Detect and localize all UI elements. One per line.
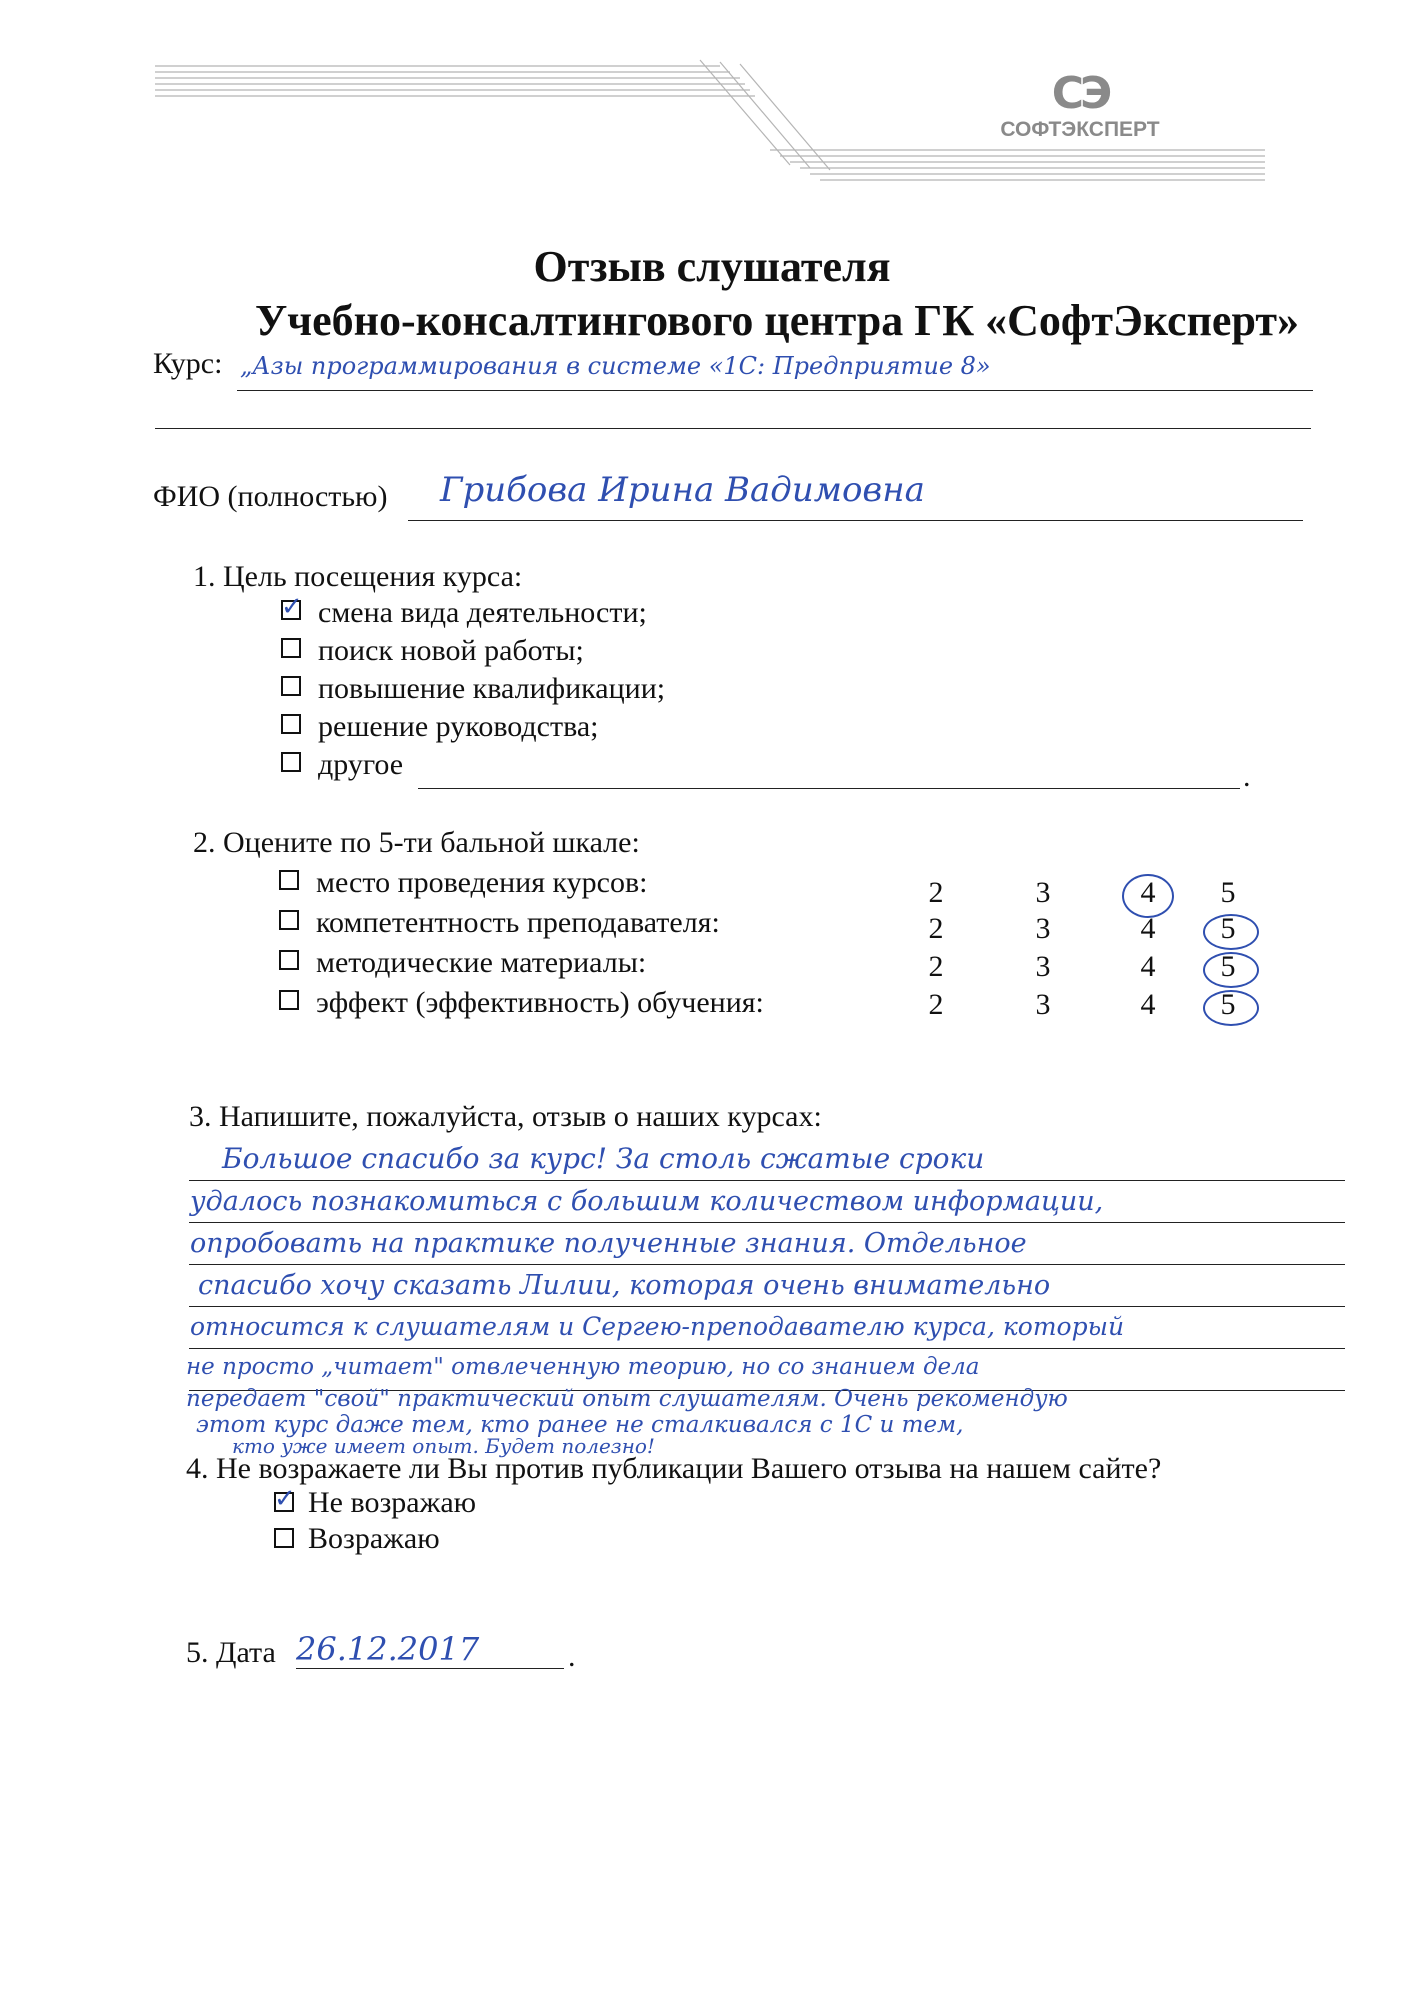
fio-line — [408, 520, 1303, 521]
q1-option-5: другое — [318, 748, 404, 781]
q2-score[interactable]: 2 — [928, 912, 944, 945]
q2-score[interactable]: 2 — [928, 988, 944, 1021]
q1-checkbox-1[interactable] — [281, 592, 303, 622]
q2-score[interactable]: 4 — [1140, 912, 1156, 945]
q3-review-line: относится к слушателям и Сергею-преподавателю курса, который — [190, 1312, 1125, 1341]
q5-end: . — [568, 1640, 576, 1673]
checkmark-icon: ✓ — [274, 1484, 296, 1514]
q2-score[interactable]: 4 — [1140, 988, 1156, 1021]
course-value: „Азы программирования в системе «1С: Предприятие 8» — [240, 352, 991, 380]
q3-rule — [189, 1264, 1345, 1265]
q3-review-line: опробовать на практике полученные знания. Отдельное — [190, 1228, 1027, 1259]
q1-checkbox-2[interactable] — [281, 638, 301, 658]
q3-rule — [189, 1180, 1345, 1181]
q2-checkbox-2[interactable] — [279, 910, 299, 930]
q4-heading: 4. Не возражаете ли Вы против публикации Вашего отзыва на нашем сайте? — [186, 1452, 1162, 1485]
course-label: Курс: — [153, 347, 223, 380]
q2-row-2-label: компетентность преподавателя: — [316, 906, 720, 939]
q5-date: 26.12.2017 — [296, 1630, 480, 1668]
q2-heading: 2. Оцените по 5-ти бальной шкале: — [193, 826, 640, 859]
q2-checkbox-3[interactable] — [279, 950, 299, 970]
q2-score[interactable]: 5 — [1220, 876, 1236, 909]
title-line-1: Отзыв слушателя — [533, 242, 891, 291]
q4-checkbox-2[interactable] — [274, 1528, 294, 1548]
q3-heading: 3. Напишите, пожалуйста, отзыв о наших курсах: — [189, 1100, 822, 1133]
q1-checkbox-3[interactable] — [281, 676, 301, 696]
score-circle-row-4 — [1203, 990, 1259, 1026]
q2-score[interactable]: 3 — [1035, 876, 1051, 909]
q1-option-4: решение руководства; — [318, 710, 599, 743]
q3-review-line: не просто „читает" отвлеченную теорию, но со знанием дела — [186, 1354, 980, 1380]
q4-checkbox-1[interactable] — [274, 1484, 296, 1514]
q2-score[interactable]: 3 — [1035, 912, 1051, 945]
q1-option-3: повышение квалификации; — [318, 672, 666, 705]
score-circle-row-3 — [1203, 952, 1259, 988]
q4-option-1: Не возражаю — [308, 1486, 477, 1519]
q3-review-line: этот курс даже тем, кто ранее не сталкивался с 1С и тем, — [196, 1412, 964, 1438]
course-line-2 — [155, 428, 1311, 429]
q1-checkbox-5[interactable] — [281, 752, 301, 772]
checkmark-icon: ✓ — [281, 592, 303, 622]
q3-review-line: кто уже имеет опыт. Будет полезно! — [232, 1434, 655, 1458]
title-line-2: Учебно-консалтингового центра ГК «СофтЭксперт» — [255, 296, 1299, 345]
q1-checkbox-4[interactable] — [281, 714, 301, 734]
q3-review-line: передает "свой" практический опыт слушателям. Очень рекомендую — [186, 1386, 1068, 1412]
score-circle-row-1 — [1122, 874, 1174, 918]
q2-score[interactable]: 3 — [1035, 950, 1051, 983]
q3-rule — [189, 1306, 1345, 1307]
q2-score[interactable]: 2 — [928, 950, 944, 983]
q1-heading: 1. Цель посещения курса: — [193, 560, 523, 593]
q1-option-1: смена вида деятельности; — [318, 596, 647, 629]
q3-review-line: удалось познакомиться с большим количеством информации, — [190, 1186, 1104, 1217]
q2-checkbox-4[interactable] — [279, 990, 299, 1010]
q2-score[interactable]: 3 — [1035, 988, 1051, 1021]
header-decoration — [0, 0, 1424, 200]
q3-rule — [189, 1222, 1345, 1223]
fio-value: Грибова Ирина Вадимовна — [440, 470, 925, 510]
q1-other-end: . — [1243, 760, 1251, 793]
q2-score[interactable]: 2 — [928, 876, 944, 909]
q3-review-line: Большое спасибо за курс! За столь сжатые сроки — [222, 1142, 985, 1175]
course-line-1 — [237, 390, 1313, 391]
q2-row-1-label: место проведения курсов: — [316, 866, 648, 899]
softexpert-logo — [980, 70, 1180, 142]
score-circle-row-2 — [1203, 914, 1259, 950]
q1-other-line — [418, 788, 1240, 789]
q2-score[interactable]: 4 — [1140, 876, 1156, 909]
logo-text: СОФТЭКСПЕРТ — [1000, 118, 1160, 141]
q3-review-line: спасибо хочу сказать Лилии, которая очень внимательно — [198, 1270, 1051, 1301]
q2-row-4-label: эффект (эффективность) обучения: — [316, 986, 764, 1019]
q5-label: 5. Дата — [186, 1636, 276, 1669]
q2-score[interactable]: 5 — [1220, 912, 1236, 945]
q2-row-3-label: методические материалы: — [316, 946, 647, 979]
logo-mark: СЭ — [1051, 68, 1109, 119]
q5-line — [296, 1668, 564, 1669]
q2-score[interactable]: 4 — [1140, 950, 1156, 983]
q3-rule — [189, 1348, 1345, 1349]
q2-checkbox-1[interactable] — [279, 870, 299, 890]
q2-score[interactable]: 5 — [1220, 950, 1236, 983]
page-title — [0, 240, 1424, 348]
fio-label: ФИО (полностью) — [153, 480, 388, 513]
q1-option-2: поиск новой работы; — [318, 634, 584, 667]
q4-option-2: Возражаю — [308, 1522, 440, 1555]
q2-score[interactable]: 5 — [1220, 988, 1236, 1021]
